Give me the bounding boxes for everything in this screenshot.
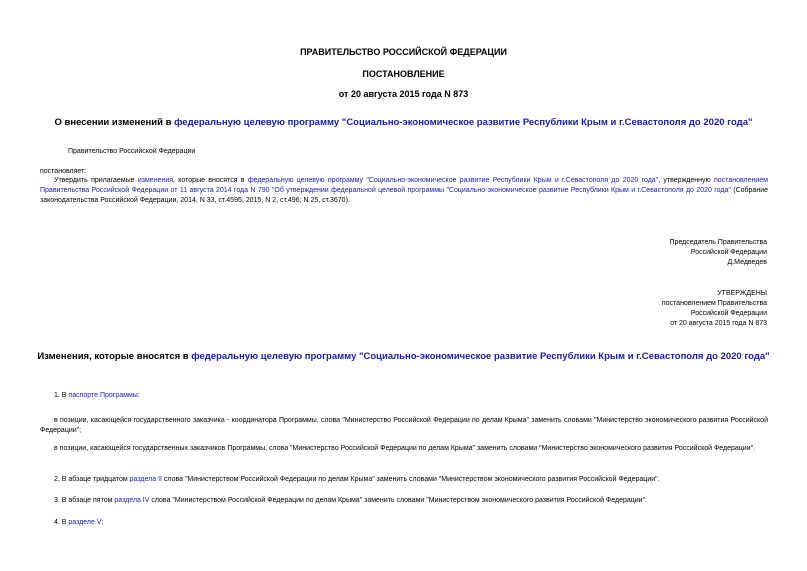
- document-title-prefix: О внесении изменений в: [54, 117, 175, 128]
- changes-program-link[interactable]: федеральную целевую программу "Социально-экономическое развитие Республики Крым и г.Севастополя до 2020 года": [191, 351, 770, 362]
- section-2-link[interactable]: раздела II: [129, 476, 162, 483]
- p1-text-c: , утвержденную: [658, 177, 715, 184]
- approved-line-4: от 20 августа 2015 года N 873: [670, 320, 767, 327]
- p1-text-a: Утвердить прилагаемые: [54, 177, 138, 184]
- item-2: [54, 475, 660, 485]
- government-label: Правительство Российской Федерации: [68, 148, 196, 155]
- program-link-2[interactable]: федеральную целевую программу "Социально-экономическое развитие Республики Крым и г.Севастополя до 2020 года": [247, 177, 659, 184]
- approved-line-3: Российской Федерации: [690, 310, 767, 317]
- item-4-text-a: 4. В: [54, 519, 69, 526]
- signature-line-3: Д.Медведев: [727, 259, 767, 266]
- item-4: [54, 518, 103, 528]
- org-heading: ПРАВИТЕЛЬСТВО РОССИЙСКОЙ ФЕДЕРАЦИИ: [300, 47, 507, 57]
- item-3: [54, 496, 647, 506]
- signature-line-2: Российской Федерации: [690, 249, 767, 256]
- approved-block: [662, 289, 767, 329]
- item-1-text-b: :: [137, 392, 140, 399]
- item-1-paragraph-2: в позиции, касающейся государственных заказчиков Программы, слова "Министерство Российской Федерации по делам Крыма" заменить словами "Министерство экономического развития Российской Федерации".: [54, 445, 756, 452]
- document-title: [0, 117, 807, 128]
- p1-text-b: , которые вносятся в: [173, 177, 248, 184]
- signature-block: [670, 238, 767, 268]
- item-3-text-a: 3. В абзаце пятом: [54, 497, 115, 504]
- item-1: [54, 391, 140, 401]
- item-1-paragraph-1: в позиции, касающейся государственного заказчика - координатора Программы, слова "Министерство Российской Федерации по делам Крыма" заменить словами "Министерство экономического развития Российской Федерации";: [40, 417, 768, 434]
- item-2-text-a: 2. В абзаце тридцатом: [54, 476, 130, 483]
- changes-title: [0, 351, 807, 362]
- changes-title-prefix: Изменения, которые вносятся в: [37, 351, 192, 362]
- passport-link[interactable]: паспорте Программы: [68, 392, 138, 399]
- program-link[interactable]: федеральную целевую программу "Социально-экономическое развитие Республики Крым и г.Севастополя до 2020 года": [174, 117, 753, 128]
- doc-date-number: от 20 августа 2015 года N 873: [338, 89, 469, 99]
- item-2-text-b: слова "Министерством Российской Федерации по делам Крыма" заменить словами "Министерством экономического развития Российской Федерации".: [161, 476, 660, 483]
- paragraph-approve: [40, 176, 768, 206]
- p1-text-d: (Собрание законодательства Российской Федерации, 2014, N 33, ст.4595; 2015, N 2, ст.496; N 25, ст.3670).: [40, 187, 768, 204]
- signature-line-1: Председатель Правительства: [669, 239, 767, 246]
- resolves-label: постановляет:: [40, 168, 87, 175]
- changes-link[interactable]: изменения: [137, 177, 174, 184]
- item-4-text-b: :: [101, 519, 104, 526]
- section-4-link[interactable]: раздела IV: [114, 497, 150, 504]
- section-5-link[interactable]: разделе V: [68, 519, 102, 526]
- doc-type-heading: ПОСТАНОВЛЕНИЕ: [362, 69, 445, 79]
- resolution-790-link[interactable]: постановлением Правительства Российской Федерации от 11 августа 2014 года N 790 "Об утверждении федеральной целевой программы "Социально-экономическое развитие Республики Крым и г.Севастополя до 2020 года": [40, 177, 768, 194]
- item-1-text-a: 1. В: [54, 392, 69, 399]
- item-3-text-b: слова "Министерством Российской Федерации по делам Крыма" заменить словами "Министерством экономического развития Российской Федерации".: [149, 497, 648, 504]
- approved-line-1: УТВЕРЖДЕНЫ: [717, 290, 767, 297]
- approved-line-2: постановлением Правительства: [661, 300, 767, 307]
